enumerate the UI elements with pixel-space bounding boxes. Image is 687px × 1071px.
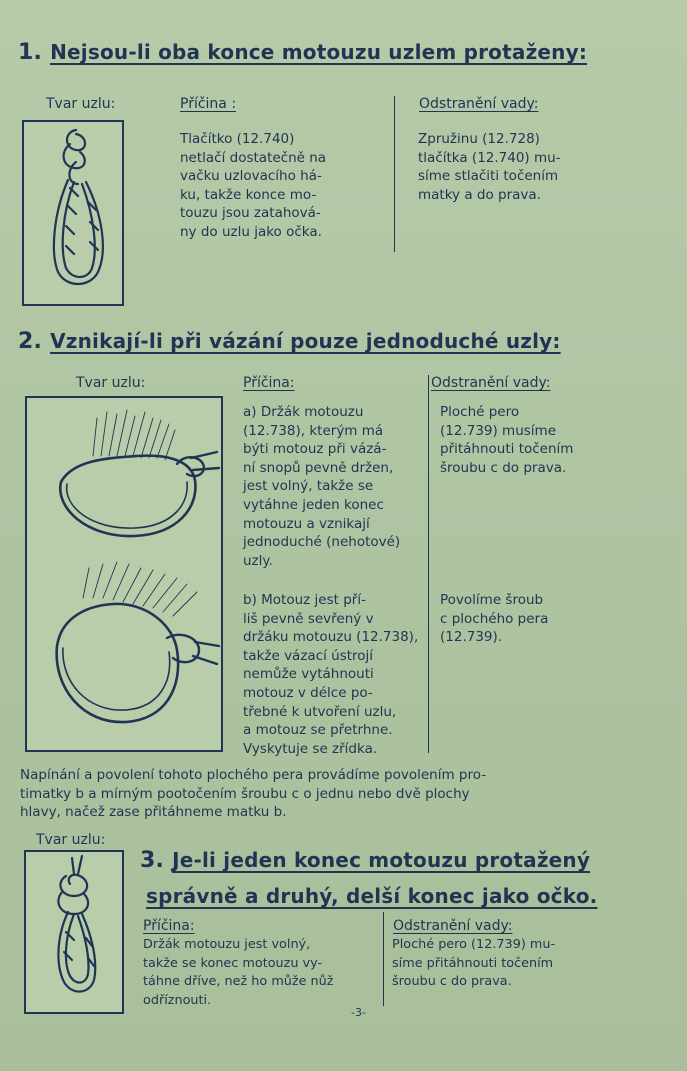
section2-cause-a-text: a) Držák motouzu (12.738), kterým má býti motouz při vázá- ní snopů pevně držen, jest volný, takže se vytáhne jeden konec motouzu a vznikají jednoduché (nehotové) uzly. [243, 404, 401, 569]
section2-cause-label: Příčina: [243, 375, 295, 391]
section3-cause-text: Držák motouzu jest volný, takže se konec motouzu vy- táhne dříve, než ho může nůž odříznouti. [143, 937, 334, 1008]
page-number: -3- [351, 1006, 366, 1019]
section3-fix-label: Odstranění vady: [393, 918, 513, 934]
section2-number: 2. [18, 329, 43, 354]
section3-number: 3. [140, 848, 165, 873]
section1-cause-text: Tlačítko (12.740) netlačí dostatečně na vačku uzlovacího há- ku, takže konce mo- touzu jsou zatahová- ny do uzlu jako očka. [180, 131, 327, 240]
section2-note-text: Napínání a povolení tohoto plochého pera provádíme povolením pro- timatky b a mírným pootočením šroubu c o jednu nebo dvě plochy hlavy, načež zase přitáhneme matku b. [20, 767, 487, 821]
section2-cause-b-text: b) Motouz jest pří- liš pevně sevřený v držáku motouzu (12.738), takže vázací ústrojí nemůže vytáhnouti motouz v délce po- třebné k utvoření uzlu, a motouz se přetrhne. Vyskytuje se zřídka. [243, 592, 419, 757]
section1-shape-label: Tvar uzlu: [46, 96, 116, 112]
section3-cause-label: Příčina: [143, 918, 195, 934]
section3-heading [140, 848, 590, 873]
simple-knot-illustration [27, 398, 221, 750]
section1-heading [18, 40, 587, 65]
section3-title-line1: Je-li jeden konec motouzu protažený [172, 848, 591, 872]
section2-fix-label: Odstranění vady: [431, 375, 551, 391]
section1-divider [394, 96, 395, 252]
section1-knot-frame [22, 120, 124, 306]
section3-heading-line2 [146, 884, 597, 908]
section2-knot-frame [25, 396, 223, 752]
section2-title: Vznikají-li při vázání pouze jednoduché uzly: [50, 329, 561, 353]
section1-fix-label: Odstranění vady: [419, 96, 539, 112]
section3-shape-label: Tvar uzlu: [36, 832, 106, 848]
section1-cause-label: Příčina : [180, 96, 237, 112]
section2-shape-label: Tvar uzlu: [76, 375, 146, 391]
section3-knot-frame [24, 850, 124, 1014]
section1-title: Nejsou-li oba konce motouzu uzlem protaženy: [50, 40, 588, 64]
section1-number: 1. [18, 40, 43, 65]
section3-divider [383, 912, 384, 1006]
section2-fix-a-text: Ploché pero (12.739) musíme přitáhnouti točením šroubu c do prava. [440, 404, 574, 476]
section1-fix-text: Zpružinu (12.728) tlačítka (12.740) mu- síme stlačiti točením matky a do prava. [418, 131, 561, 203]
eye-knot-illustration [26, 852, 122, 1012]
section3-title-line2: správně a druhý, delší konec jako očko. [146, 884, 598, 908]
loop-knot-illustration [24, 122, 122, 304]
section2-heading [18, 329, 561, 354]
section2-divider [428, 375, 429, 753]
section3-fix-text: Ploché pero (12.739) mu- síme přitáhnouti točením šroubu c do prava. [392, 937, 556, 990]
section2-fix-b-text: Povolíme šroub c plochého pera (12.739). [440, 592, 549, 646]
